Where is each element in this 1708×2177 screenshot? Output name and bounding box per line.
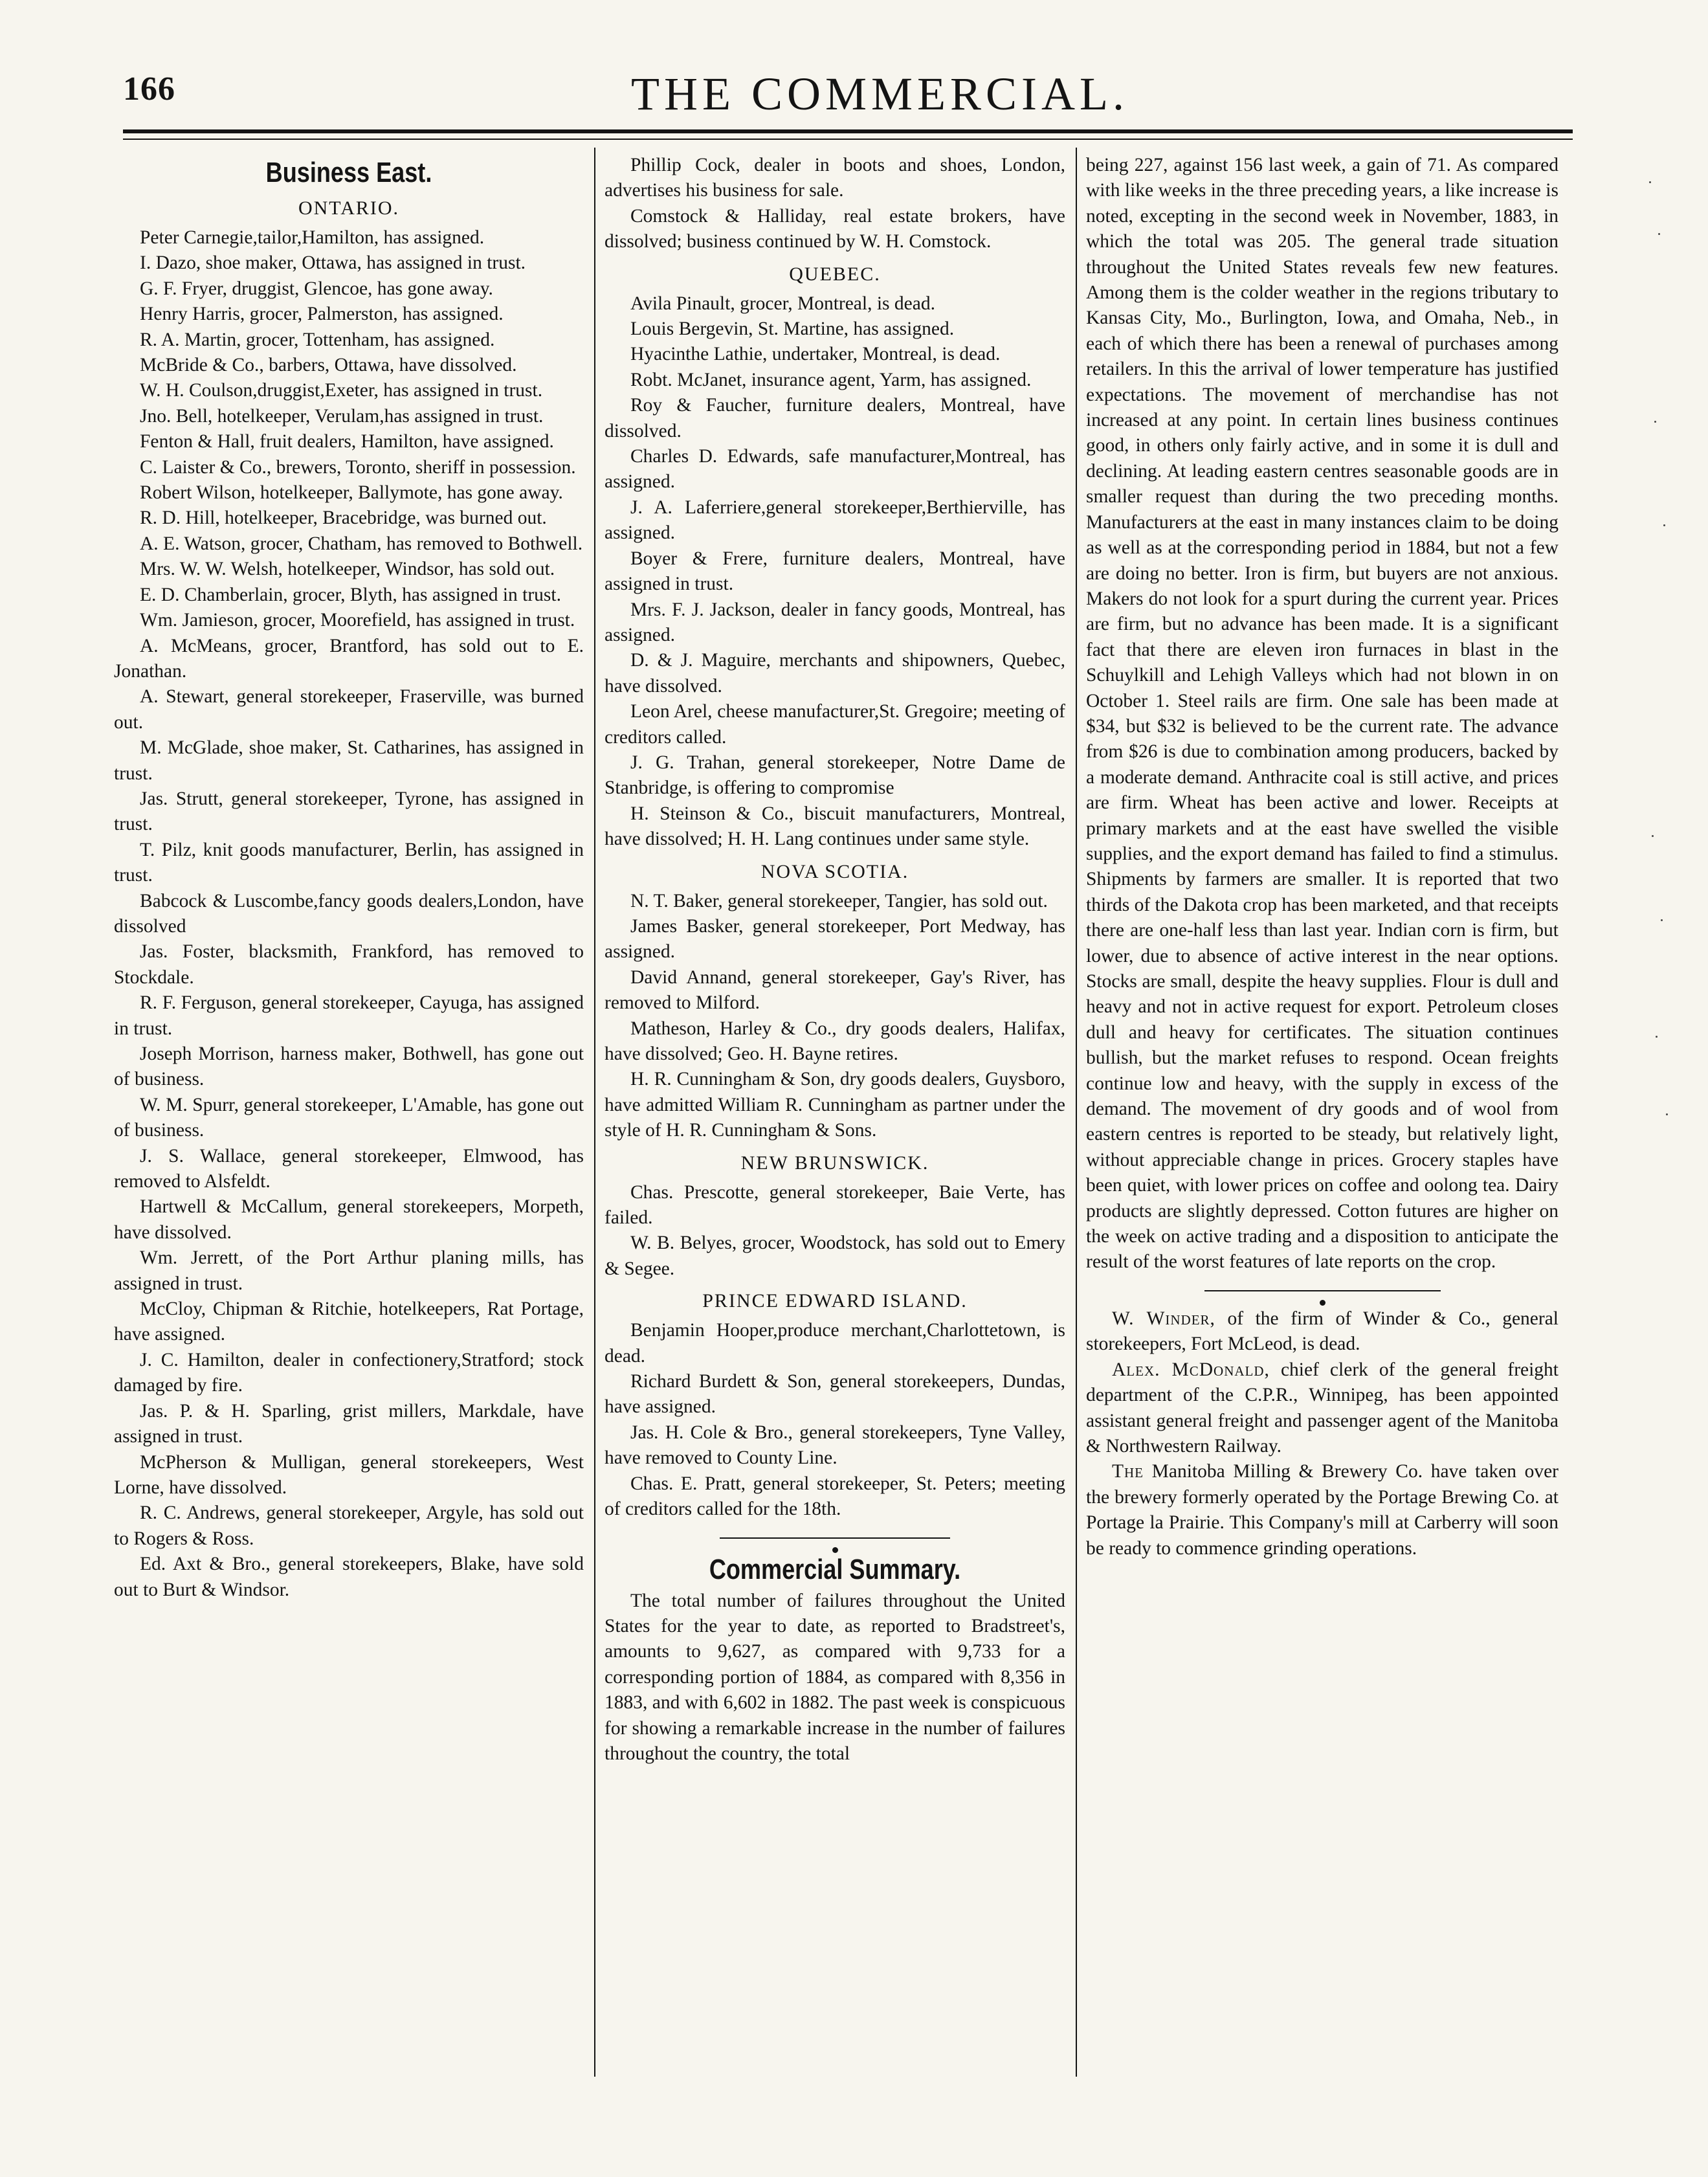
failure-notice-item: R. A. Martin, grocer, Tottenham, has assigned. (140, 329, 495, 350)
failure-notice-item: Peter Carnegie,tailor,Hamilton, has assigned. (140, 227, 485, 248)
failure-notice-item: R. D. Hill, hotelkeeper, Bracebridge, was burned out. (140, 508, 547, 529)
failure-notice-item: Fenton & Hall, fruit dealers, Hamilton, have assigned. (140, 431, 554, 452)
notice-name: W. Winder, (1112, 1308, 1215, 1329)
failure-notice-item: Leon Arel, cheese manufacturer,St. Gregoire; meeting of creditors called. (604, 701, 1065, 748)
failure-notice-item: Wm. Jerrett, of the Port Arthur planing mills, has assigned in trust. (114, 1247, 584, 1294)
failure-notice-item: H. Steinson & Co., biscuit manufacturers, Montreal, have dissolved; H. H. Lang continues under same style. (604, 803, 1065, 850)
notice-text: Manitoba Milling & Brewery Co. have taken over the brewery formerly operated by the Portage Brewing Co. at Portage la Prairie. This Company's mill at Carberry will soon be ready to commence grinding operations. (1086, 1461, 1558, 1559)
pei-list (604, 1318, 1065, 1522)
failure-notice-item: McBride & Co., barbers, Ottawa, have dissolved. (140, 355, 517, 376)
failure-notice-item: McCloy, Chipman & Ritchie, hotelkeepers, Rat Portage, have assigned. (114, 1299, 584, 1345)
province-new-brunswick: NEW BRUNSWICK. (740, 1152, 929, 1174)
failure-notice-item: Avila Pinault, grocer, Montreal, is dead. (630, 293, 935, 314)
province-quebec: QUEBEC. (789, 263, 881, 285)
failure-notice-item: Jas. H. Cole & Bro., general storekeepers, Tyne Valley, have removed to County Line. (604, 1422, 1065, 1469)
failure-notice-item: Hyacinthe Lathie, undertaker, Montreal, is dead. (630, 344, 1001, 365)
failure-notice-item: Wm. Jamieson, grocer, Moorefield, has assigned in trust. (140, 610, 575, 631)
failure-notice-item: Robert Wilson, hotelkeeper, Ballymote, has gone away. (140, 482, 563, 504)
failure-notice-item: N. T. Baker, general storekeeper, Tangier, has sold out. (630, 890, 1048, 911)
section-heading-business-east: Business East. (265, 157, 432, 188)
failure-notice-item: Hartwell & McCallum, general storekeepers, Morpeth, have dissolved. (114, 1196, 584, 1243)
scan-speck (1656, 1036, 1658, 1038)
failure-notice-item: Boyer & Frere, furniture dealers, Montreal, have assigned in trust. (604, 548, 1065, 595)
failure-notice-item: Benjamin Hooper,produce merchant,Charlottetown, is dead. (604, 1320, 1065, 1367)
separator-rule (604, 1534, 1065, 1542)
failure-notice-item: G. F. Fryer, druggist, Glencoe, has gone away. (140, 278, 493, 299)
failure-notice-item: Chas. Prescotte, general storekeeper, Baie Verte, has failed. (604, 1181, 1065, 1229)
failure-notice-item: E. D. Chamberlain, grocer, Blyth, has assigned in trust. (140, 584, 561, 605)
failure-notice-item: McPherson & Mulligan, general storekeepers, West Lorne, have dissolved. (114, 1451, 584, 1498)
failure-notice-item: Charles D. Edwards, safe manufacturer,Montreal, has assigned. (604, 446, 1065, 493)
scan-speck (1649, 181, 1651, 183)
failure-notice-item: Comstock & Halliday, real estate brokers, have dissolved; business continued by W. H. Comstock. (604, 205, 1065, 252)
failure-notice-item: J. G. Trahan, general storekeeper, Notre Dame de Stanbridge, is offering to compromise (604, 752, 1065, 799)
failure-notice-item: I. Dazo, shoe maker, Ottawa, has assigned in trust. (140, 252, 526, 274)
scan-speck (1654, 421, 1656, 423)
masthead-rule-thin (123, 139, 1573, 140)
scan-speck (1652, 835, 1654, 837)
province-prince-edward-island: PRINCE EDWARD ISLAND. (702, 1290, 968, 1312)
notice-text: of the firm of Winder & Co., general storekeepers, Fort McLeod, is dead. (1086, 1308, 1558, 1355)
failure-notice-item: M. McGlade, shoe maker, St. Catharines, has assigned in trust. (114, 737, 584, 784)
failure-notice-item: H. R. Cunningham & Son, dry goods dealers, Guysboro, have admitted William R. Cunningham as partner under the style of H. R. Cunningham & Sons. (604, 1069, 1065, 1141)
failure-notice-item: R. C. Andrews, general storekeeper, Argyle, has sold out to Rogers & Ross. (114, 1502, 584, 1549)
summary-paragraph-continued: being 227, against 156 last week, a gain of 71. As compared with like weeks in the three preceding years, a like increase is noted, excepting in the second week in November, 1883, in which the total was 205. The general trade situation throughout the United States reveals few new features. Among them is the colder weather in the regions tributary to Kansas City, Mo., Burlington, Iowa, and Omaha, Neb., in each of which there has been a renewal of purchases among retailers. In this the arrival of lower temperature has justified expectations. The movement of merchandise has not increased at any point. In certain lines business continues good, in others only fairly active, and in some it is dull and declining. At leading eastern centres seasonable goods are in smaller request than during the two preceding months. Manufacturers at the east in many instances claim to be doing as well as at the corresponding period in 1884, but not a few are doing no better. Iron is firm, but buyers are not anxious. Makers do not look for a spurt during the current year. Prices are firm, but no advance has been made. It is a significant fact that there are eleven iron furnaces in blast in the Schuylkill and Lehigh Valleys which had not blown in on October 1. Steel rails are firm. One sale has been made at $34, but $32 is believed to be the current rate. The advance from $26 is due to combination among producers, backed by a moderate demand. Anthracite coal is still active, and prices are firm. Wheat has been active and lower. Receipts at primary markets and at the east have swelled the visible supplies, and the export demand has failed to find a stimulus. Shipments by farmers are smaller. It is reported that two thirds of the Dakota crop has been marketed, and that receipts there are one-half less than last year. Indian corn is firm, but lower, due to absence of active interest in the near options. Stocks are small, despite the heavy supplies. Flour is dull and heavy and not in active request for export. Petroleum closes dull and heavy for certificates. The situation continues bullish, but the market refuses to respond. Ocean freights continue low and heavy, with the supply in excess of the demand. The movement of dry goods and of wool from eastern centres is reported to be steady, but relatively light, without appreciable change in prices. Grocery staples have been quiet, with lower prices on coffee and oolong tea. Dairy products are slightly depressed. Cotton futures are higher on the week on active trading and a disposition to anticipate the result of the worst features of late reports on the crop. (1086, 155, 1558, 1273)
province-ontario: ONTARIO. (298, 197, 400, 219)
failure-notice-item: Mrs. F. J. Jackson, dealer in fancy goods, Montreal, has assigned. (604, 599, 1065, 645)
failure-notice-item: A. E. Watson, grocer, Chatham, has removed to Bothwell. (140, 533, 583, 554)
failure-notice-item: Phillip Cock, dealer in boots and shoes, London, advertises his business for sale. (604, 155, 1065, 201)
column-business-east (114, 153, 584, 2075)
notice-manitoba-milling (1086, 1459, 1558, 1561)
quebec-list (604, 291, 1065, 853)
failure-notice-item: Jas. Strutt, general storekeeper, Tyrone, has assigned in trust. (114, 788, 584, 835)
failure-notice-item: C. Laister & Co., brewers, Toronto, sheriff in possession. (140, 456, 576, 478)
notice-name: Alex. McDonald, (1112, 1359, 1270, 1380)
failure-notice-item: Jas. Foster, blacksmith, Frankford, has removed to Stockdale. (114, 941, 584, 988)
province-nova-scotia: NOVA SCOTIA. (760, 860, 909, 882)
column-rule-1 (594, 148, 595, 2077)
failure-notice-item: Jno. Bell, hotelkeeper, Verulam,has assigned in trust. (140, 405, 544, 427)
summary-paragraph-start: The total number of failures throughout the United States for the year to date, as reported to Bradstreet's, amounts to 9,627, as compared with 9,733 for a corresponding portion of 1884, as compared with 8,356 in 1883, and with 6,602 in 1882. The past week is conspicuous for showing a remarkable increase in the number of failures throughout the country, the total (604, 1590, 1065, 1764)
failure-notice-item: Roy & Faucher, furniture dealers, Montreal, have dissolved. (604, 395, 1065, 441)
scan-speck (1658, 233, 1660, 235)
ontario-list (114, 225, 584, 1603)
masthead-title: THE COMMERCIAL. (631, 68, 1129, 120)
column-rule-2 (1076, 148, 1077, 2077)
scan-speck (1661, 919, 1663, 921)
scan-speck (1663, 524, 1665, 526)
failure-notice-item: Richard Burdett & Son, general storekeepers, Dundas, have assigned. (604, 1371, 1065, 1418)
failure-notice-item: D. & J. Maguire, merchants and shipowners, Quebec, have dissolved. (604, 650, 1065, 697)
page-number: 166 (123, 71, 175, 107)
failure-notice-item: Henry Harris, grocer, Palmerston, has assigned. (140, 304, 504, 325)
failure-notice-item: W. H. Coulson,druggist,Exeter, has assigned in trust. (140, 380, 543, 401)
failure-notice-item: Jas. P. & H. Sparling, grist millers, Markdale, have assigned in trust. (114, 1400, 584, 1447)
failure-notice-item: Mrs. W. W. Welsh, hotelkeeper, Windsor, has sold out. (140, 559, 555, 580)
failure-notice-item: Matheson, Harley & Co., dry goods dealers, Halifax, have dissolved; Geo. H. Bayne retires. (604, 1018, 1065, 1064)
section-heading-commercial-summary: Commercial Summary. (709, 1553, 961, 1585)
failure-notice-item: J. C. Hamilton, dealer in confectionery,Stratford; stock damaged by fire. (114, 1349, 584, 1396)
notice-winder (1086, 1306, 1558, 1357)
failure-notice-item: Chas. E. Pratt, general storekeeper, St. Peters; meeting of creditors called for the 18th. (604, 1473, 1065, 1520)
failure-notice-item: James Basker, general storekeeper, Port Medway, has assigned. (604, 915, 1065, 963)
separator-rule (1086, 1287, 1558, 1295)
scan-speck (1666, 1113, 1668, 1115)
notice-name: The (1112, 1461, 1144, 1482)
failure-notice-item: W. B. Belyes, grocer, Woodstock, has sold out to Emery & Segee. (604, 1233, 1065, 1279)
failure-notice-item: J. S. Wallace, general storekeeper, Elmwood, has removed to Alsfeldt. (114, 1145, 584, 1192)
failure-notice-item: Joseph Morrison, harness maker, Bothwell, has gone out of business. (114, 1044, 584, 1090)
failure-notice-item: Louis Bergevin, St. Martine, has assigned. (630, 318, 955, 340)
notice-text: chief clerk of the general freight department of the C.P.R., Winnipeg, has been appointed assistant general freight and passenger agent of the Manitoba & Northwestern Railway. (1086, 1359, 1558, 1457)
ontario-continued-list (604, 153, 1065, 255)
failure-notice-item: Robt. McJanet, insurance agent, Yarm, has assigned. (630, 369, 1032, 390)
failure-notice-item: R. F. Ferguson, general storekeeper, Cayuga, has assigned in trust. (114, 992, 584, 1039)
column-provinces (604, 153, 1065, 2075)
failure-notice-item: J. A. Laferriere,general storekeeper,Berthierville, has assigned. (604, 497, 1065, 544)
failure-notice-item: W. M. Spurr, general storekeeper, L'Amable, has gone out of business. (114, 1094, 584, 1141)
notice-mcdonald (1086, 1357, 1558, 1460)
new-brunswick-list (604, 1180, 1065, 1282)
failure-notice-item: A. McMeans, grocer, Brantford, has sold out to E. Jonathan. (114, 635, 584, 682)
failure-notice-item: A. Stewart, general storekeeper, Fraserville, was burned out. (114, 686, 584, 733)
failure-notice-item: David Annand, general storekeeper, Gay's River, has removed to Milford. (604, 966, 1065, 1014)
failure-notice-item: Ed. Axt & Bro., general storekeepers, Blake, have sold out to Burt & Windsor. (114, 1554, 584, 1600)
failure-notice-item: Babcock & Luscombe,fancy goods dealers,London, have dissolved (114, 890, 584, 937)
failure-notice-item: T. Pilz, knit goods manufacturer, Berlin, has assigned in trust. (114, 839, 584, 886)
column-summary-continued (1086, 153, 1558, 2075)
masthead-rule-thick (123, 129, 1573, 133)
nova-scotia-list (604, 889, 1065, 1144)
